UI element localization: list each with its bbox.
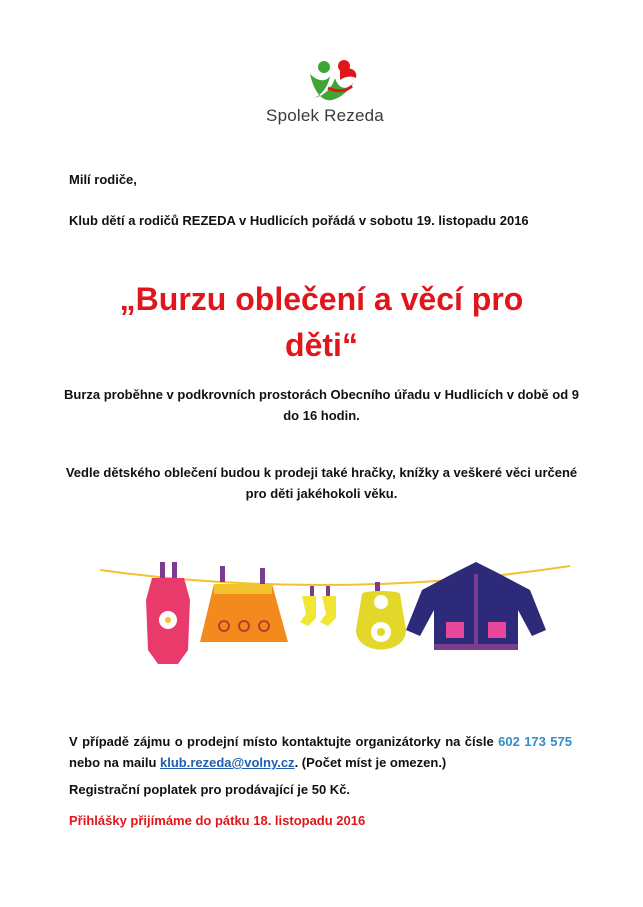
items-paragraph: Vedle dětského oblečení budou k prodeji také hračky, knížky a veškeré věci určené pro děti jakéhokoli věku.	[65, 465, 578, 501]
contact-text-before: V případě zájmu o prodejní místo kontaktujte organizátorky na čísle	[69, 734, 499, 749]
location-paragraph: Burza proběhne v podkrovních prostorách Obecního úřadu v Hudlicích v době od 9 do 16 hodin.	[63, 387, 579, 423]
phone-number[interactable]: 602 173 575	[498, 734, 572, 749]
contact-text-between: nebo na mailu	[69, 755, 161, 770]
contact-text-after: . (Počet míst je omezen.)	[294, 755, 447, 770]
title-line-2: děti“	[285, 327, 358, 363]
contact-paragraph	[69, 731, 572, 773]
intro-text: Klub dětí a rodičů REZEDA v Hudlicích pořádá v sobotu 19. listopadu 2016	[69, 213, 529, 228]
clothesline-illustration	[100, 560, 570, 685]
socks-icon	[300, 586, 336, 626]
logo-text: Spolek Rezeda	[266, 106, 384, 125]
skirt-icon	[200, 566, 288, 642]
bib-icon	[356, 582, 406, 650]
greeting: Milí rodiče,	[69, 172, 137, 187]
deadline-text: Přihlášky přijímáme do pátku 18. listopadu 2016	[69, 813, 366, 828]
jacket-icon	[406, 562, 546, 650]
fee-text: Registrační poplatek pro prodávající je 50 Kč.	[69, 782, 351, 797]
event-title	[60, 276, 583, 368]
title-line-1: „Burzu oblečení a věcí pro	[119, 281, 524, 317]
email-link[interactable]: klub.rezeda@volny.cz	[160, 755, 295, 770]
